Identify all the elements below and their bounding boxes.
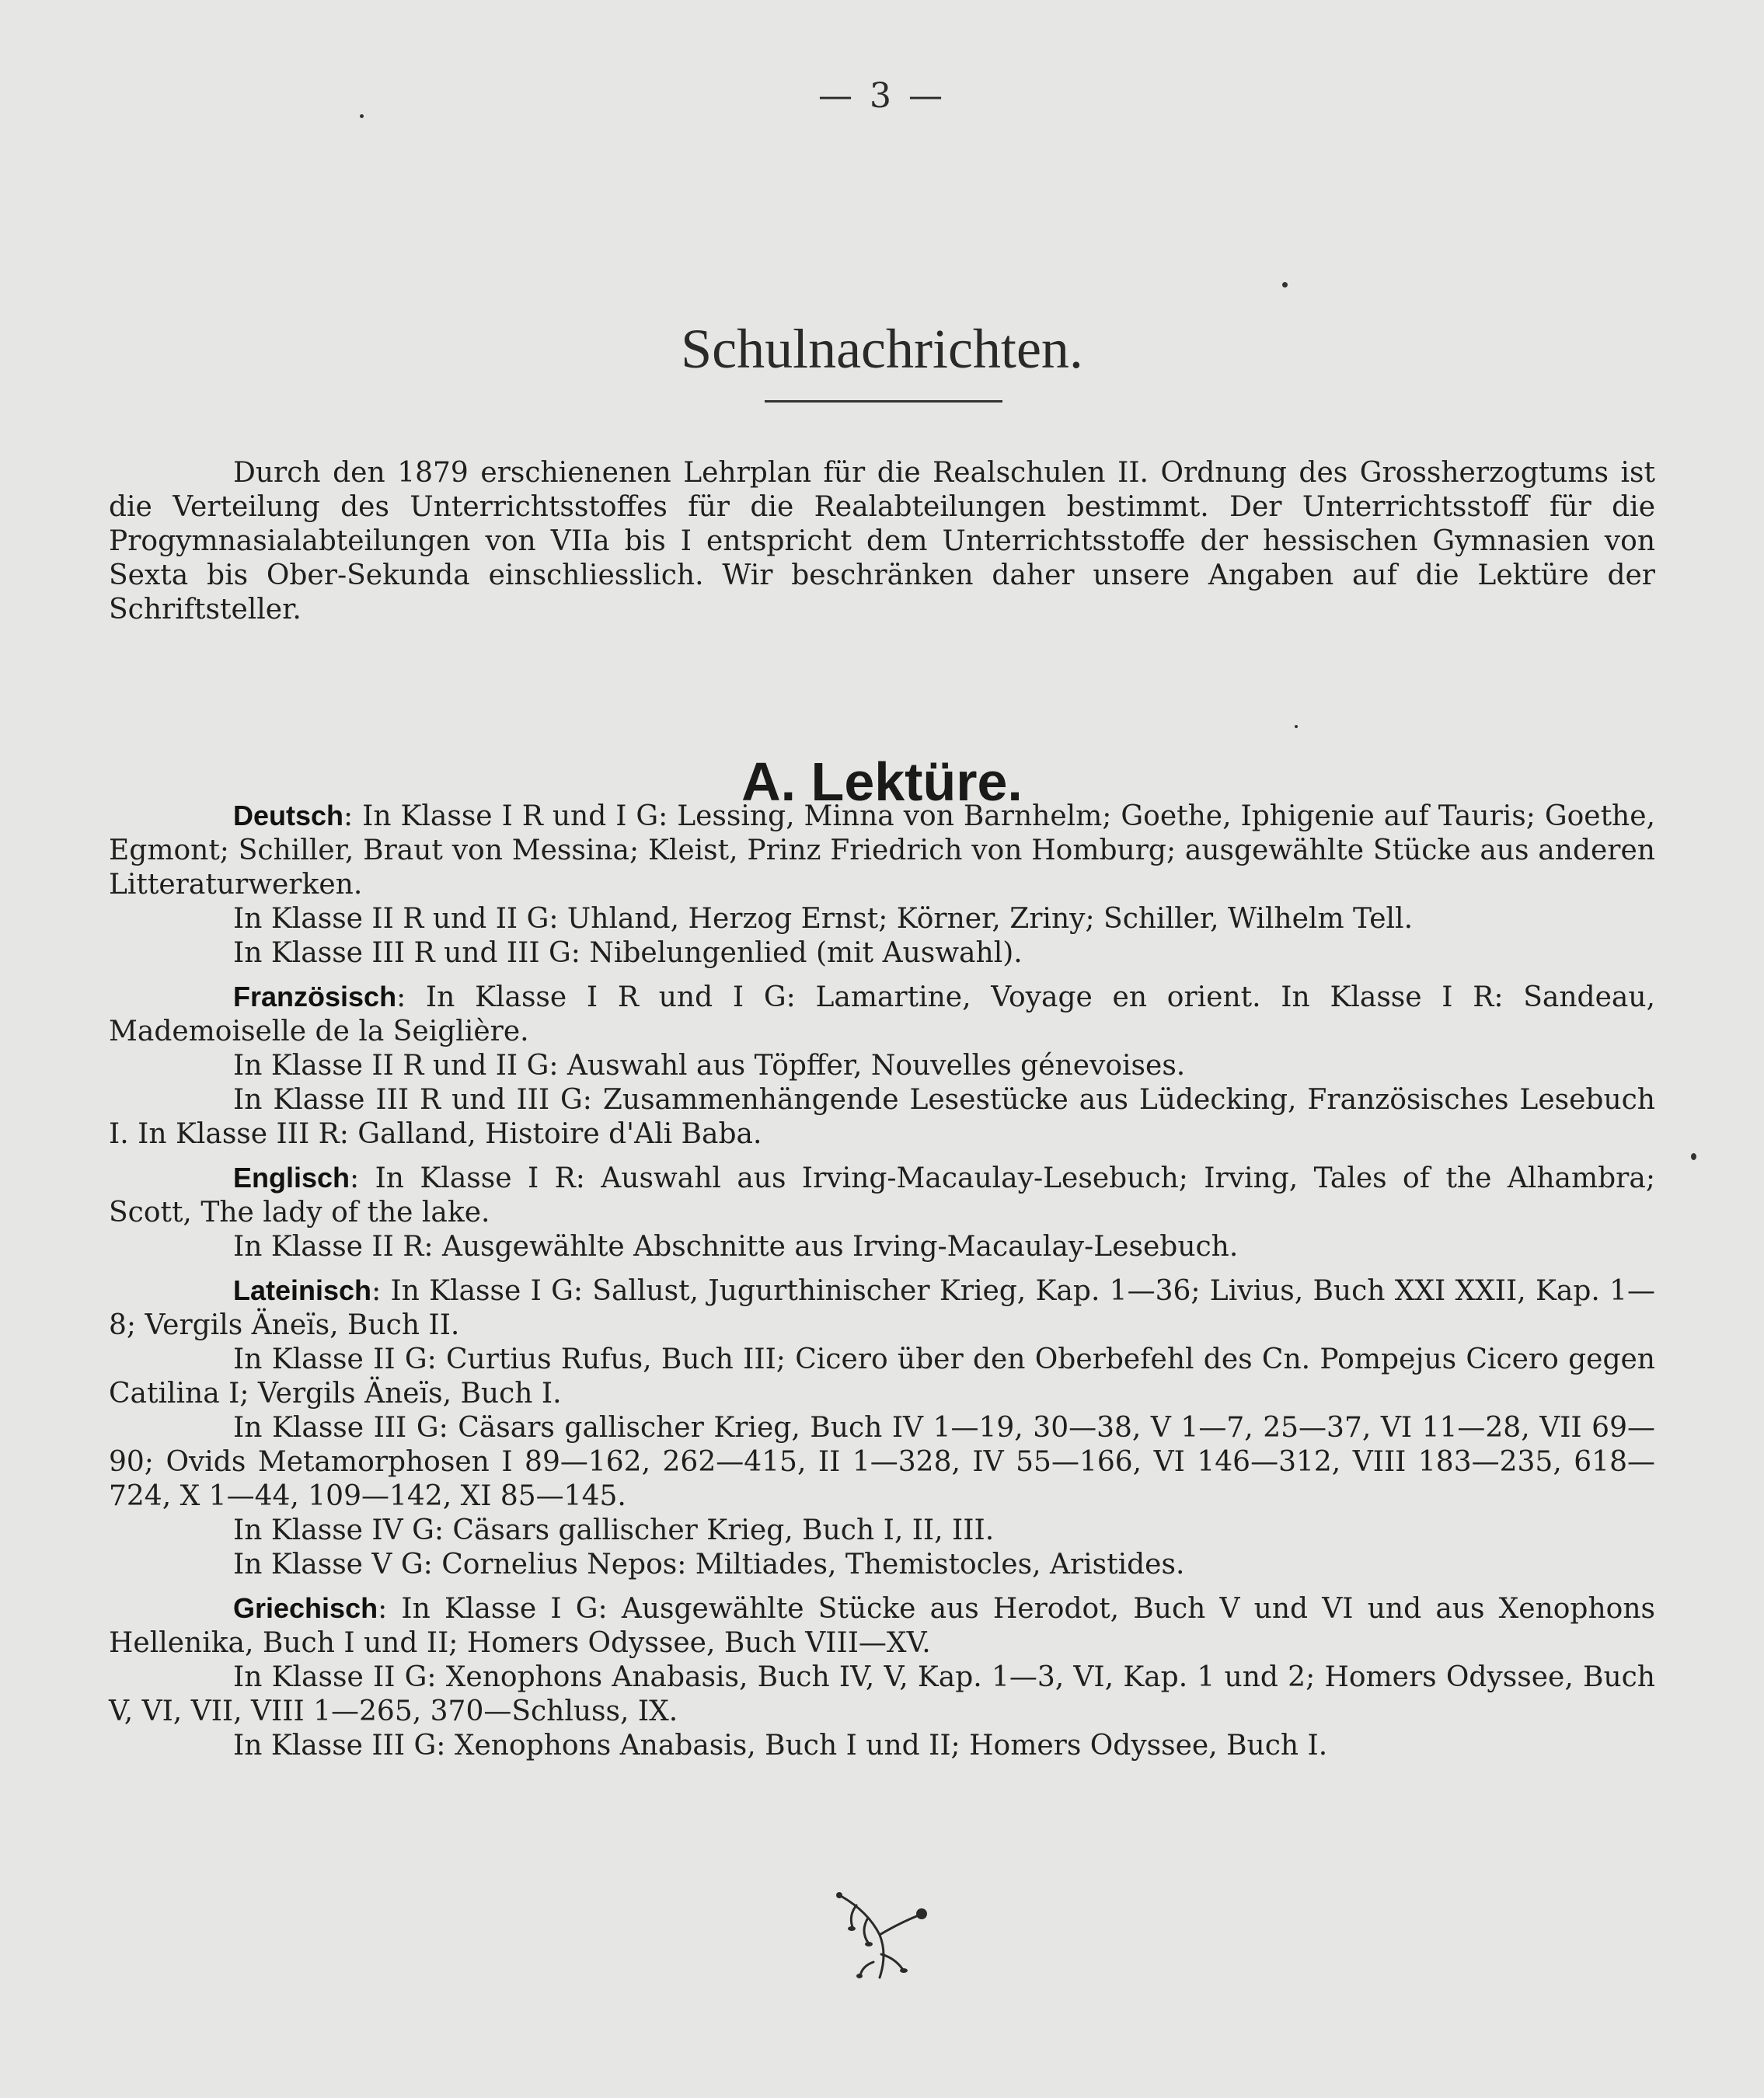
class-line: In Klasse II G: Curtius Rufus, Buch III; Cicero über den Oberbefehl des Cn. Pompejus Cicero gegen Catilina I; Vergils Äneïs, Buch I. [109, 1343, 1655, 1410]
section-text: : In Klasse I R: Auswahl aus Irving-Macaulay-Lesebuch; Irving, Tales of the Alhambra; Scott, The lady of the lake. [109, 1162, 1655, 1228]
section-first-paragraph [109, 980, 1655, 1049]
subject-label: Französisch [233, 981, 397, 1012]
section-griechisch [109, 1591, 1655, 1763]
class-line: In Klasse II R und II G: Uhland, Herzog Ernst; Körner, Zriny; Schiller, Wilhelm Tell. [233, 903, 1414, 935]
section-first-paragraph [109, 799, 1655, 902]
section-deutsch [109, 799, 1655, 971]
print-speck [1282, 282, 1288, 288]
reading-list [109, 799, 1655, 1772]
class-line: In Klasse II R: Ausgewählte Abschnitte aus Irving-Macaulay-Lesebuch. [233, 1231, 1239, 1263]
print-speck [1295, 725, 1298, 728]
section-lateinisch [109, 1274, 1655, 1582]
class-line: In Klasse III G: Cäsars gallischer Krieg, Buch IV 1—19, 30—38, V 1—7, 25—37, VI 11—28, VII 69—90; Ovids Metamorphosen I 89—162, 262—415, II 1—328, IV 55—166, VI 146—312, VIII 183—235, 618—724, X 1—44, 109—142, XI 85—145. [109, 1412, 1655, 1512]
section-text: : In Klasse I R und I G: Lessing, Minna von Barnhelm; Goethe, Iphigenie auf Tauris; Goethe, Egmont; Schiller, Braut von Messina; Kleist, Prinz Friedrich von Homburg; ausgewählte Stücke aus anderen Litteraturwerken. [109, 800, 1655, 901]
subject-label: Lateinisch [233, 1274, 372, 1306]
section-englisch [109, 1161, 1655, 1264]
floral-ornament-icon [825, 1888, 939, 1981]
class-line: In Klasse III G: Xenophons Anabasis, Buch I und II; Homers Odyssee, Buch I. [233, 1730, 1328, 1762]
section-text: : In Klasse I R und I G: Lamartine, Voyage en orient. In Klasse I R: Sandeau, Mademoiselle de la Seiglière. [109, 981, 1655, 1047]
title-divider [765, 400, 1002, 403]
section-franzoesisch [109, 980, 1655, 1152]
section-first-paragraph [109, 1591, 1655, 1661]
class-line: In Klasse III R und III G: Zusammenhängende Lesestücke aus Lüdecking, Französisches Lesebuch I. In Klasse III R: Galland, Histoire d'Ali Baba. [109, 1084, 1655, 1150]
page-title: Schulnachrichten. [681, 318, 1083, 381]
class-line: In Klasse II R und II G: Auswahl aus Töpffer, Nouvelles génevoises. [233, 1050, 1186, 1082]
intro-paragraph: Durch den 1879 erschienenen Lehrplan für die Realschulen II. Ordnung des Grossherzogtums ist die Verteilung des Unterrichtsstoffes für die Realabteilungen bestimmt. Der Unterrichtsstoff für die Progymnasialabteilungen von VIIa bis I entspricht dem Unterrichtsstoffe der hessischen Gymnasien von Sexta bis Ober-Sekunda einschliesslich. Wir beschränken daher unsere Angaben auf die Lektüre der Schriftsteller. [109, 457, 1655, 626]
class-line: In Klasse V G: Cornelius Nepos: Miltiades, Themistocles, Aristides. [233, 1549, 1185, 1580]
class-line: In Klasse III R und III G: Nibelungenlied (mit Auswahl). [233, 937, 1023, 969]
section-first-paragraph [109, 1274, 1655, 1343]
section-first-paragraph [109, 1161, 1655, 1230]
section-text: : In Klasse I G: Ausgewählte Stücke aus Herodot, Buch V und VI und aus Xenophons Hellenika, Buch I und II; Homers Odyssee, Buch VIII—XV. [109, 1593, 1655, 1659]
class-line: In Klasse IV G: Cäsars gallischer Krieg, Buch I, II, III. [233, 1514, 995, 1546]
section-heading: A. Lektüre. [741, 751, 1023, 813]
print-speck [1691, 1153, 1696, 1160]
class-line: In Klasse II G: Xenophons Anabasis, Buch IV, V, Kap. 1—3, VI, Kap. 1 und 2; Homers Odyssee, Buch V, VI, VII, VIII 1—265, 370—Schluss, IX. [109, 1661, 1655, 1727]
print-speck [360, 114, 364, 118]
section-text: : In Klasse I G: Sallust, Jugurthinischer Krieg, Kap. 1—36; Livius, Buch XXI XXII, Kap. 1—8; Vergils Äneïs, Buch II. [109, 1275, 1655, 1341]
subject-label: Deutsch [233, 800, 344, 831]
subject-label: Englisch [233, 1162, 350, 1194]
subject-label: Griechisch [233, 1592, 378, 1624]
page-number: — 3 — [818, 76, 946, 116]
